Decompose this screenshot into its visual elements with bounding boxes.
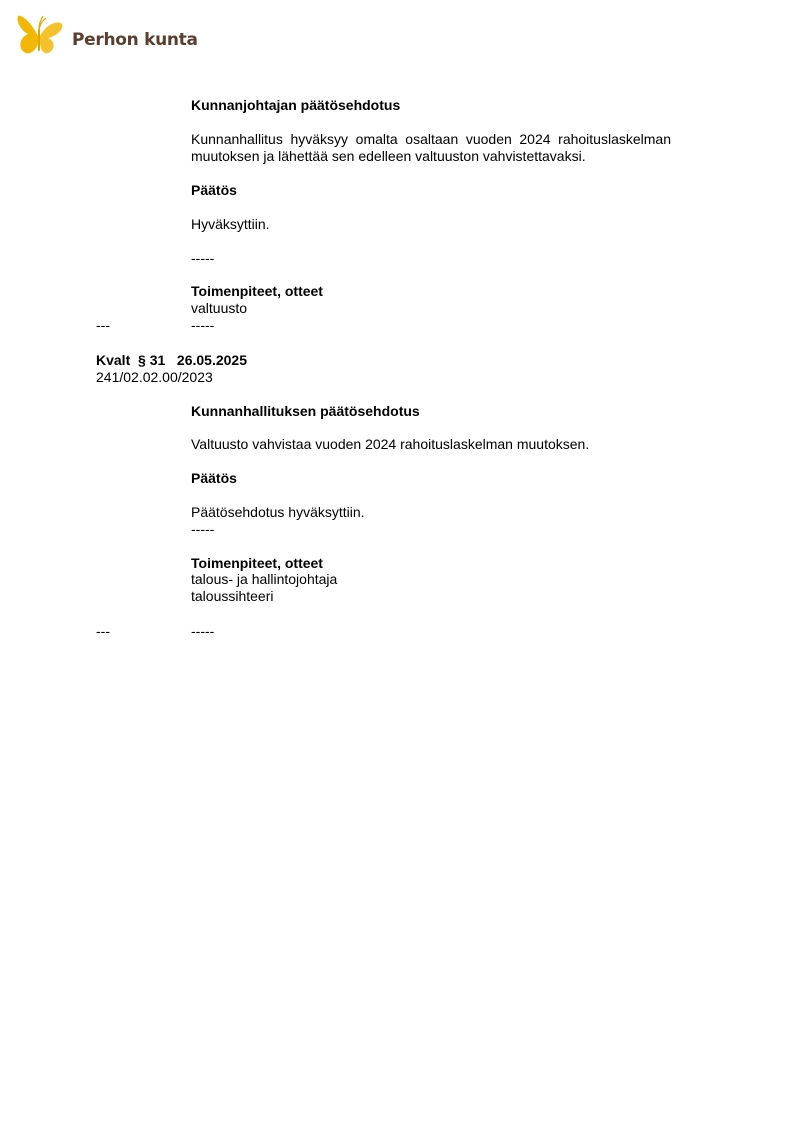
section2-text: Valtuusto vahvistaa vuoden 2024 rahoituslaskelman muutoksen. — [191, 436, 590, 452]
section1-text — [191, 131, 671, 165]
section1-actions-heading: Toimenpiteet, otteet — [191, 283, 323, 299]
section2-action-item: taloussihteeri — [191, 588, 274, 604]
butterfly-icon — [16, 10, 66, 58]
logo-text: Perhon kunta — [72, 29, 198, 50]
section2-action-item: talous- ja hallintojohtaja — [191, 571, 338, 587]
section1-text-line1: Kunnanhallitus hyväksyy omalta osaltaan vuoden 2024 rahoituslaskelman — [191, 131, 671, 147]
section2-actions-heading: Toimenpiteet, otteet — [191, 555, 323, 571]
section1-action-item: valtuusto — [191, 300, 248, 316]
section2-end-right: ----- — [191, 623, 215, 639]
section1-separator: ----- — [191, 250, 215, 266]
section2-decision-text: Päätösehdotus hyväksyttiin. — [191, 504, 365, 520]
section2-reference: 241/02.02.00/2023 — [96, 369, 213, 385]
section1-text-line2: muutoksen ja lähettää sen edelleen valtuuston vahvistettavaksi. — [191, 148, 586, 164]
section1-end-right: ----- — [191, 317, 215, 333]
section1-end-left: --- — [96, 317, 110, 333]
section2-title: Kvalt § 31 26.05.2025 — [96, 352, 247, 368]
section1-decision-text: Hyväksyttiin. — [191, 216, 270, 232]
section1-heading: Kunnanjohtajan päätösehdotus — [191, 97, 401, 113]
section2-heading: Kunnanhallituksen päätösehdotus — [191, 403, 420, 419]
section2-end-left: --- — [96, 623, 110, 639]
section2-separator: ----- — [191, 521, 215, 537]
section1-decision-heading: Päätös — [191, 182, 237, 198]
section2-decision-heading: Päätös — [191, 470, 237, 486]
municipality-logo — [16, 10, 198, 58]
